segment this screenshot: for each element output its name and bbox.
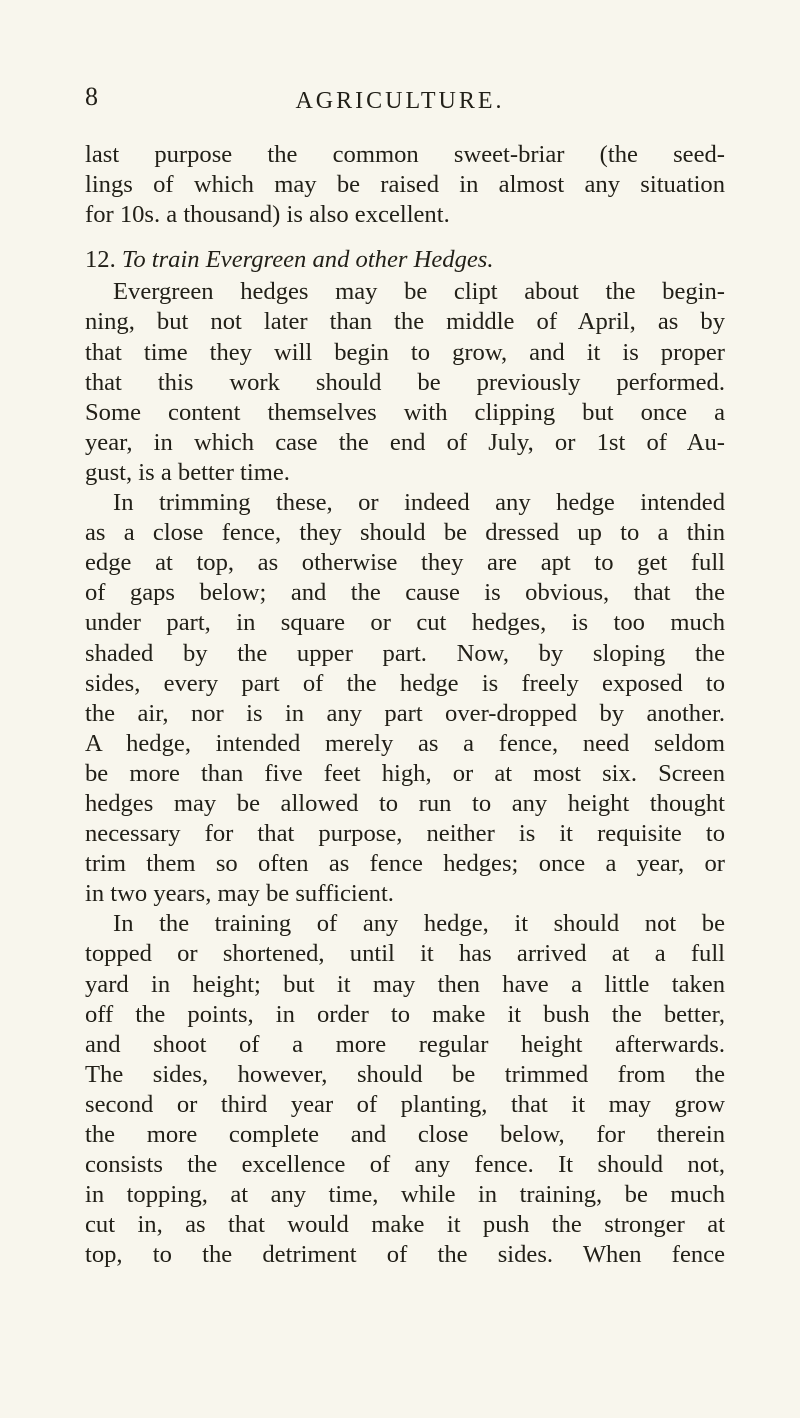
text-line: in two years, may be sufficient. xyxy=(85,880,394,908)
text-line: In the training of any hedge, it should not be xyxy=(113,910,725,938)
text-line: under part, in square or cut hedges, is too much xyxy=(85,609,725,637)
text-line: of gaps below; and the cause is obvious, that the xyxy=(85,579,725,607)
text-line: Evergreen hedges may be clipt about the begin- xyxy=(113,278,725,306)
section-number: 12. xyxy=(85,246,116,274)
text-line: necessary for that purpose, neither is it requisite to xyxy=(85,820,725,848)
text-line: edge at top, as otherwise they are apt to get full xyxy=(85,549,725,577)
text-line: as a close fence, they should be dressed up to a thin xyxy=(85,519,725,547)
text-line: top, to the detriment of the sides. When fence xyxy=(85,1241,725,1269)
text-line: year, in which case the end of July, or 1st of Au- xyxy=(85,428,725,456)
text-line: the more complete and close below, for therein xyxy=(85,1121,725,1148)
paragraph-2 xyxy=(85,277,725,488)
page-number: 8 xyxy=(85,82,99,111)
text-line: ning, but not later than the middle of April, as by xyxy=(85,308,725,336)
paragraph-1 xyxy=(85,140,725,230)
text-line: off the points, in order to make it bush the better, xyxy=(85,1000,725,1028)
text-line: that this work should be previously performed. xyxy=(85,368,725,396)
running-head: AGRICULTURE. xyxy=(295,88,505,114)
text-line: that time they will begin to grow, and it is proper xyxy=(85,338,725,366)
text-line: Some content themselves with clipping but once a xyxy=(85,398,725,426)
text-line: topped or shortened, until it has arrived at a full xyxy=(85,940,725,968)
text-line: A hedge, intended merely as a fence, need seldom xyxy=(85,729,725,757)
text-line: in topping, at any time, while in training, be much xyxy=(85,1181,725,1209)
text-line: and shoot of a more regular height afterwards. xyxy=(85,1030,725,1058)
text-line: shaded by the upper part. Now, by sloping the xyxy=(85,639,725,667)
text-line: consists the excellence of any fence. It should not, xyxy=(85,1151,725,1179)
text-line: lings of which may be raised in almost any situation xyxy=(85,171,725,199)
text-line: hedges may be allowed to run to any height thought xyxy=(85,789,725,817)
text-line: trim them so often as fence hedges; once a year, or xyxy=(85,850,725,878)
paragraph-3 xyxy=(85,488,725,909)
text-line: The sides, however, should be trimmed from the xyxy=(85,1060,725,1088)
text-line: for 10s. a thousand) is also excellent. xyxy=(85,201,450,229)
text-line: be more than five feet high, or at most six. Screen xyxy=(85,759,725,787)
text-line: last purpose the common sweet-briar (the seed- xyxy=(85,141,725,168)
page-header xyxy=(0,82,800,122)
text-line: yard in height; but it may then have a little taken xyxy=(85,970,725,998)
section-title: To train Evergreen and other Hedges. xyxy=(121,246,494,274)
text-line: second or third year of planting, that it may grow xyxy=(85,1090,725,1118)
text-line: In trimming these, or indeed any hedge intended xyxy=(113,489,725,517)
body-text xyxy=(85,140,725,1270)
section-heading xyxy=(85,245,725,275)
text-line: the air, nor is in any part over-dropped by another. xyxy=(85,699,725,727)
text-line: cut in, as that would make it push the stronger at xyxy=(85,1211,725,1239)
text-line: sides, every part of the hedge is freely exposed to xyxy=(85,669,725,697)
text-line: gust, is a better time. xyxy=(85,458,290,486)
spacer xyxy=(85,230,725,245)
paragraph-4 xyxy=(85,909,725,1270)
